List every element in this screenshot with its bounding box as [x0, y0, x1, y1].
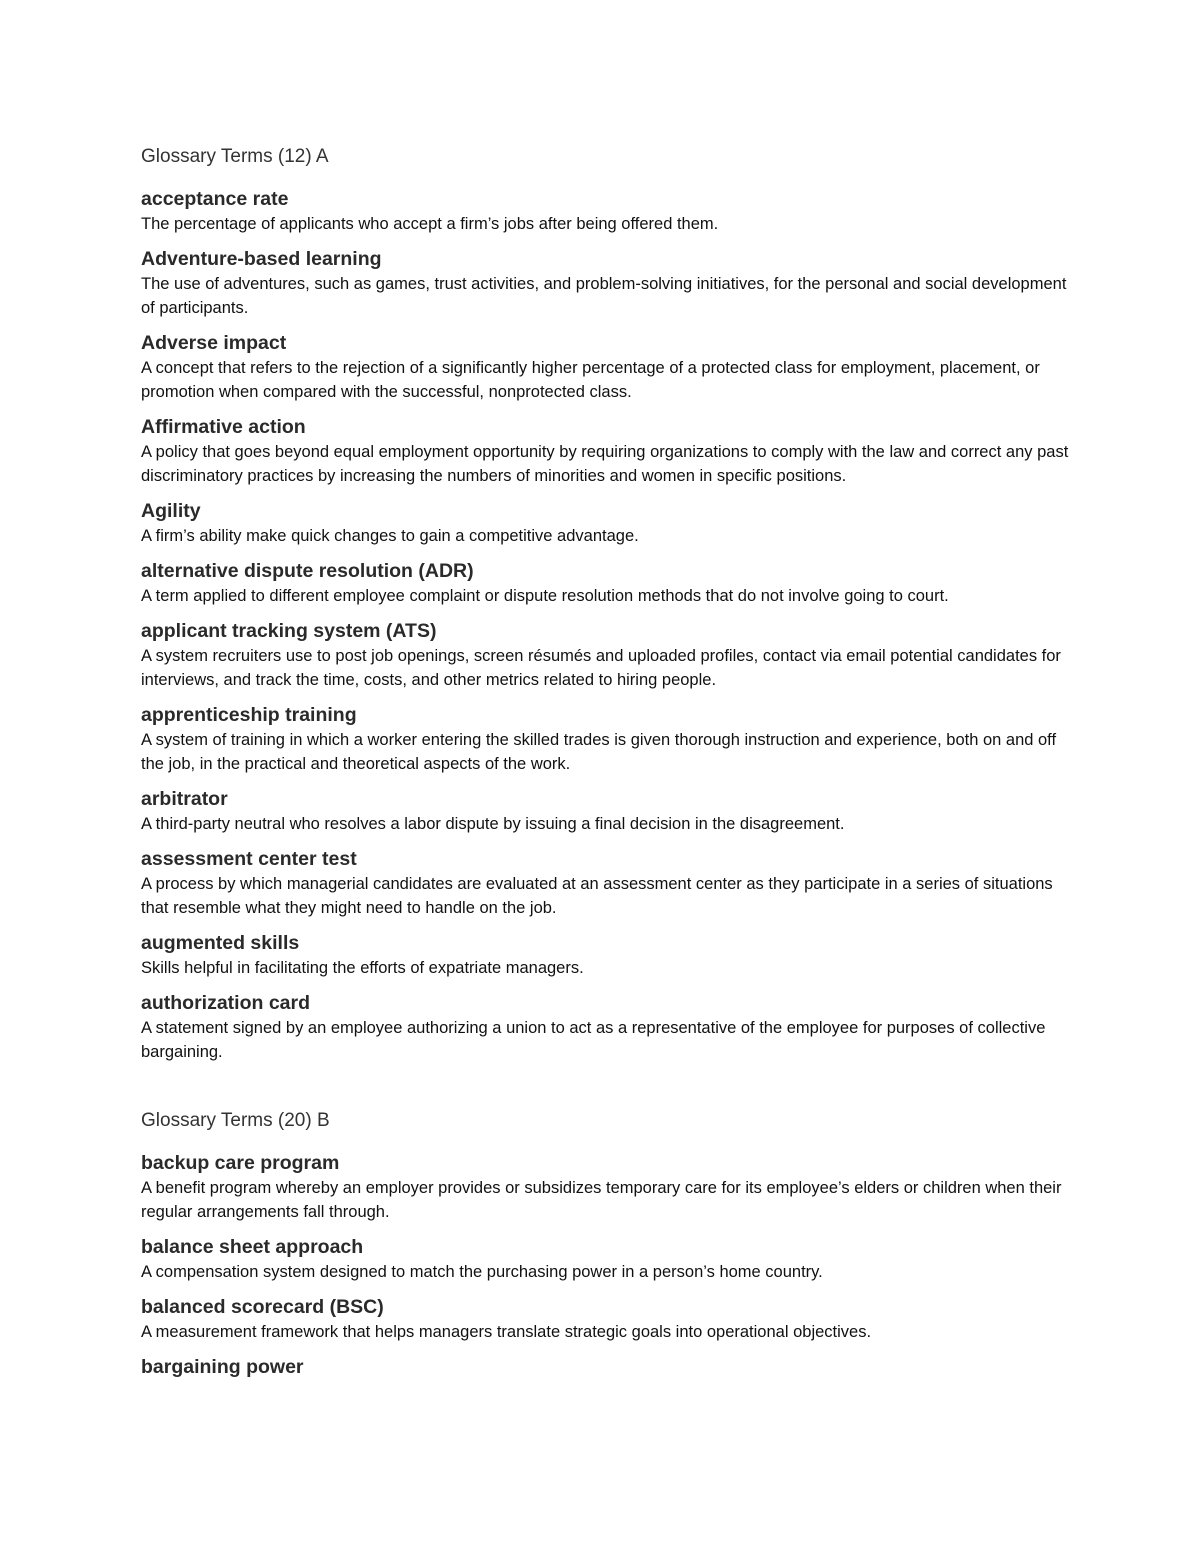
glossary-definition: A third-party neutral who resolves a labor dispute by issuing a final decision in the disagreement.: [141, 815, 845, 833]
glossary-definition: A measurement framework that helps managers translate strategic goals into operational objectives.: [141, 1323, 872, 1341]
glossary-entry: [141, 1150, 1071, 1224]
glossary-term: augmented skills: [141, 932, 300, 954]
glossary-definition: The percentage of applicants who accept a firm’s jobs after being offered them.: [141, 215, 719, 233]
document-page: [141, 144, 1071, 1390]
glossary-entry: [141, 498, 1071, 548]
glossary-entry: [141, 558, 1071, 608]
glossary-term: authorization card: [141, 992, 311, 1014]
glossary-entry: [141, 1294, 1071, 1344]
glossary-definition: A statement signed by an employee authorizing a union to act as a representative of the employee for purposes of collective bargaining.: [141, 1019, 1046, 1061]
glossary-term: acceptance rate: [141, 188, 289, 210]
glossary-term: Adverse impact: [141, 332, 287, 354]
glossary-definition: A term applied to different employee complaint or dispute resolution methods that do not involve going to court.: [141, 587, 949, 605]
glossary-term: alternative dispute resolution (ADR): [141, 560, 474, 582]
glossary-term: apprenticeship training: [141, 704, 357, 726]
glossary-entry: [141, 846, 1071, 920]
glossary-definition: A benefit program whereby an employer provides or subsidizes temporary care for its employee’s elders or children when their regular arrangements fall through.: [141, 1179, 1062, 1221]
glossary-definition: A compensation system designed to match the purchasing power in a person’s home country.: [141, 1263, 823, 1281]
glossary-definition: A policy that goes beyond equal employment opportunity by requiring organizations to comply with the law and correct any past discriminatory practices by increasing the numbers of minorities and women in specific positions.: [141, 443, 1069, 485]
glossary-entry: [141, 990, 1071, 1064]
glossary-term: backup care program: [141, 1152, 340, 1174]
glossary-entry: [141, 786, 1071, 836]
glossary-definition: A firm’s ability make quick changes to gain a competitive advantage.: [141, 527, 639, 545]
glossary-entry: [141, 618, 1071, 692]
glossary-entry: [141, 1234, 1071, 1284]
glossary-term: assessment center test: [141, 848, 357, 870]
glossary-definition: The use of adventures, such as games, trust activities, and problem-solving initiatives, for the personal and social development of participants.: [141, 275, 1067, 317]
glossary-term: Adventure-based learning: [141, 248, 382, 270]
section-heading: Glossary Terms (20) B: [141, 1110, 330, 1131]
glossary-term: bargaining power: [141, 1356, 304, 1378]
glossary-term: Affirmative action: [141, 416, 306, 438]
glossary-entry: [141, 186, 1071, 236]
glossary-term: arbitrator: [141, 788, 228, 810]
glossary-definition: A concept that refers to the rejection of a significantly higher percentage of a protected class for employment, placement, or promotion when compared with the successful, nonprotected class.: [141, 359, 1040, 401]
glossary-definition: A process by which managerial candidates are evaluated at an assessment center as they participate in a series of situations that resemble what they might need to handle on the job.: [141, 875, 1053, 917]
glossary-definition: A system recruiters use to post job openings, screen résumés and uploaded profiles, contact via email potential candidates for interviews, and track the time, costs, and other metrics related to hiring people.: [141, 647, 1061, 689]
glossary-term: balance sheet approach: [141, 1236, 364, 1258]
glossary-entry: [141, 702, 1071, 776]
glossary-entry: [141, 330, 1071, 404]
glossary-section-a: [141, 144, 1071, 1064]
glossary-definition: A system of training in which a worker entering the skilled trades is given thorough instruction and experience, both on and off the job, in the practical and theoretical aspects of the work.: [141, 731, 1057, 773]
glossary-term: balanced scorecard (BSC): [141, 1296, 384, 1318]
glossary-entry: [141, 414, 1071, 488]
glossary-entry: [141, 1354, 1071, 1380]
glossary-entry: [141, 246, 1071, 320]
glossary-term: Agility: [141, 500, 201, 522]
glossary-entry: [141, 930, 1071, 980]
glossary-section-b: [141, 1108, 1071, 1380]
glossary-term: applicant tracking system (ATS): [141, 620, 437, 642]
glossary-definition: Skills helpful in facilitating the efforts of expatriate managers.: [141, 959, 584, 977]
section-heading: Glossary Terms (12) A: [141, 146, 329, 167]
